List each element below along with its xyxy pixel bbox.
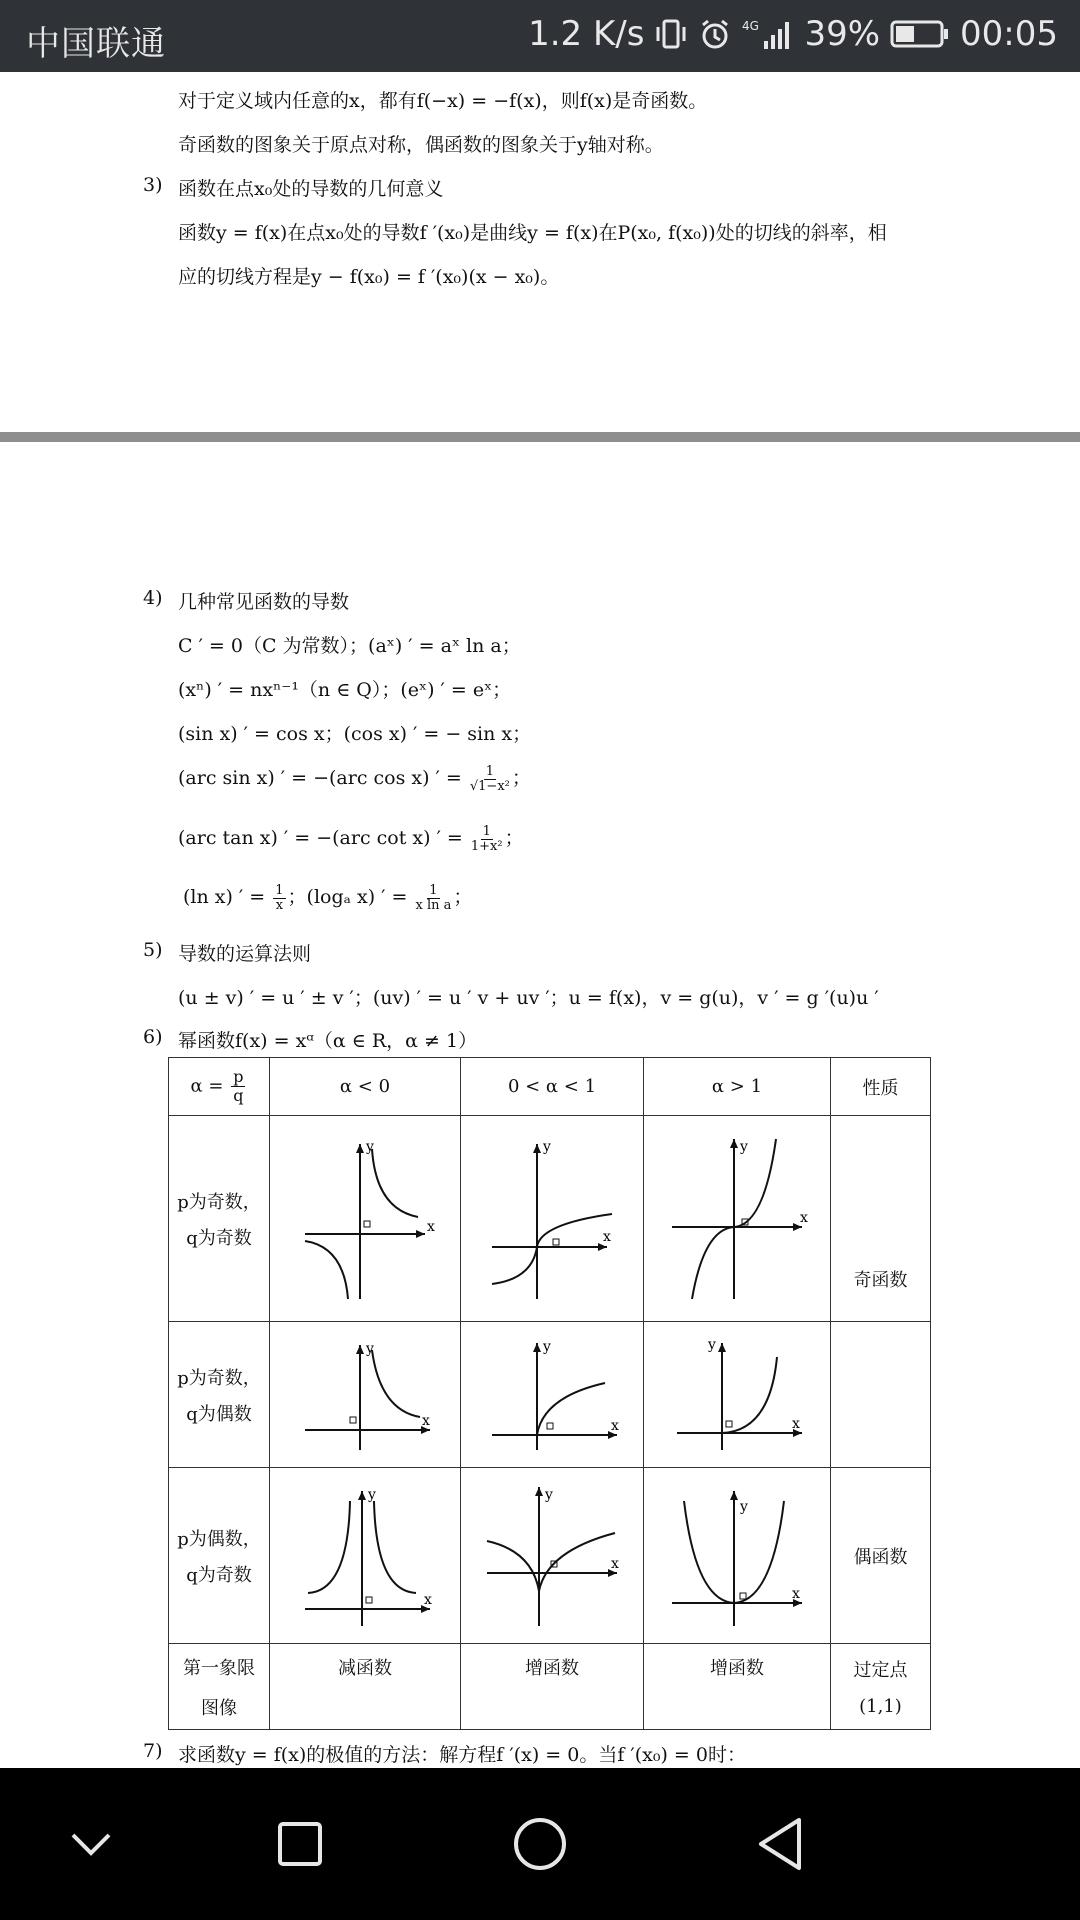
battery-icon [890, 19, 950, 49]
graph-even-odd-pos [644, 1468, 831, 1644]
status-icons [528, 14, 1058, 54]
graph-even-odd-neg [270, 1468, 461, 1644]
svg-text:y: y [545, 1486, 553, 1503]
document-page-2 [0, 442, 1080, 1768]
fraction: $\frac{1}{\text{1+x²}}$ [470, 823, 503, 854]
status-bar [0, 0, 1080, 72]
navigation-bar [0, 1768, 1080, 1920]
table-header-cell: α < 0 [270, 1058, 461, 1116]
network-type: 4G [742, 19, 760, 33]
monotonic-cell: 减函数 [270, 1644, 461, 1730]
table-header-cell: α > 1 [644, 1058, 831, 1116]
svg-text:x: x [427, 1218, 435, 1235]
graph-odd-even-pos [644, 1322, 831, 1468]
svg-text:x: x [611, 1417, 619, 1434]
svg-text:x: x [792, 1585, 800, 1602]
section-number: 5) [143, 939, 163, 961]
chevron-down-icon[interactable] [55, 1808, 127, 1880]
row-label: p为奇数， q为奇数 [169, 1116, 270, 1322]
svg-text:x: x [792, 1415, 800, 1432]
fraction: $\frac{1}{x}$ [275, 882, 284, 913]
svg-text:x: x [424, 1591, 432, 1608]
svg-text:y: y [368, 1486, 376, 1503]
fraction: $\frac{1}{\text{√1−x²}}$ [469, 763, 510, 794]
graph-odd-even-mid [461, 1322, 644, 1468]
square-icon[interactable] [264, 1808, 336, 1880]
page-divider [0, 432, 1080, 442]
svg-text:x: x [422, 1412, 430, 1429]
svg-text:y: y [740, 1498, 748, 1515]
section-number: 3) [143, 174, 163, 196]
formula-line: (arc tan x) ′ = −(arc cot x) ′ = $\frac{1}{\text{1+x²}}$ ； [178, 823, 524, 854]
carrier-name: 中国联通 [26, 24, 166, 64]
odd-function-definition: 对于定义域内任意的x，都有f(−x) = −f(x)，则f(x)是奇函数。 [178, 90, 708, 112]
row-label: p为偶数， q为奇数 [169, 1468, 270, 1644]
document-page-1 [0, 72, 1080, 432]
property-cell: 过定点 (1,1) [831, 1644, 931, 1730]
svg-text:y: y [708, 1336, 716, 1353]
property-cell: 偶函数 [831, 1468, 931, 1644]
signal-icon [742, 17, 794, 51]
formula-line: C ′ = 0（C 为常数）；(aˣ) ′ = aˣ ln a； [178, 635, 521, 657]
monotonic-cell: 增函数 [644, 1644, 831, 1730]
section-title: 几种常见函数的导数 [178, 591, 350, 613]
vibrate-icon [654, 17, 688, 51]
graph-odd-odd-neg [270, 1116, 461, 1322]
svg-text:y: y [543, 1138, 551, 1155]
formula-line: (ln x) ′ = $\frac{1}{x}$ ；(logₐ x) ′ = $\frac{1}{\text{x ln a}}$ ； [183, 882, 473, 913]
battery-percent: 39% [804, 14, 881, 54]
section-title: 导数的运算法则 [178, 943, 312, 965]
monotonic-cell: 增函数 [461, 1644, 644, 1730]
graph-even-odd-mid [461, 1468, 644, 1644]
clock: 00:05 [960, 14, 1058, 54]
circle-icon[interactable] [504, 1808, 576, 1880]
svg-text:y: y [740, 1138, 748, 1155]
formula-text: (ln x) ′ = [183, 886, 266, 908]
symmetry-statement: 奇函数的图象关于原点对称，偶函数的图象关于y轴对称。 [178, 134, 664, 156]
tangent-equation-text: 应的切线方程是y − f(x₀) = f ′(x₀)(x − x₀)。 [178, 266, 560, 288]
svg-text:x: x [603, 1228, 611, 1245]
graph-odd-even-neg [270, 1322, 461, 1468]
section-title: 幂函数f(x) = xᵅ（α ∈ R，α ≠ 1） [178, 1030, 478, 1052]
formula-text: (arc sin x) ′ = −(arc cos x) ′ = [178, 767, 462, 789]
graph-odd-odd-mid [461, 1116, 644, 1322]
power-function-table [168, 1057, 931, 1730]
svg-text:x: x [800, 1209, 808, 1226]
extremum-method-text: 求函数y = f(x)的极值的方法：解方程f ′(x) = 0。当f ′(x₀) = 0时： [178, 1744, 746, 1766]
svg-text:y: y [366, 1340, 374, 1357]
row-label: p为奇数， q为偶数 [169, 1322, 270, 1468]
fraction: $\frac{1}{\text{x ln a}}$ [415, 882, 452, 913]
svg-text:x: x [611, 1555, 619, 1572]
alarm-icon [698, 17, 732, 51]
section-number: 4) [143, 587, 163, 609]
formula-line: (sin x) ′ = cos x；(cos x) ′ = − sin x； [178, 723, 532, 745]
svg-text:y: y [366, 1138, 374, 1155]
formula-line: (u ± v) ′ = u ′ ± v ′；(uv) ′ = u ′ v + uv ′；u = f(x)，v = g(u)，v ′ = g ′(u)u ′ [178, 987, 879, 1009]
svg-text:y: y [543, 1338, 551, 1355]
table-header-cell: 性质 [831, 1058, 931, 1116]
formula-line: (xⁿ) ′ = nxⁿ⁻¹（n ∈ Q）；(eˣ) ′ = eˣ； [178, 679, 512, 701]
graph-odd-odd-pos [644, 1116, 831, 1322]
section-number: 6) [143, 1026, 163, 1048]
network-speed: 1.2 K/s [528, 14, 645, 54]
table-header-cell: α = $\frac{p}{q}$ [169, 1058, 270, 1116]
derivative-geometry-text: 函数y = f(x)在点x₀处的导数f ′(x₀)是曲线y = f(x)在P(x₀, f(x₀))处的切线的斜率，相 [178, 222, 887, 244]
row-label: 第一象限 图像 [169, 1644, 270, 1730]
formula-text: (arc tan x) ′ = −(arc cot x) ′ = [178, 827, 463, 849]
section-title: 函数在点x₀处的导数的几何意义 [178, 178, 444, 200]
section-number: 7) [143, 1740, 163, 1762]
formula-line: (arc sin x) ′ = −(arc cos x) ′ = $\frac{1}{\text{√1−x²}}$ ； [178, 763, 531, 794]
triangle-back-icon[interactable] [744, 1808, 816, 1880]
table-header-cell: 0 < α < 1 [461, 1058, 644, 1116]
property-cell: 奇函数 [831, 1116, 931, 1322]
property-cell [831, 1322, 931, 1468]
